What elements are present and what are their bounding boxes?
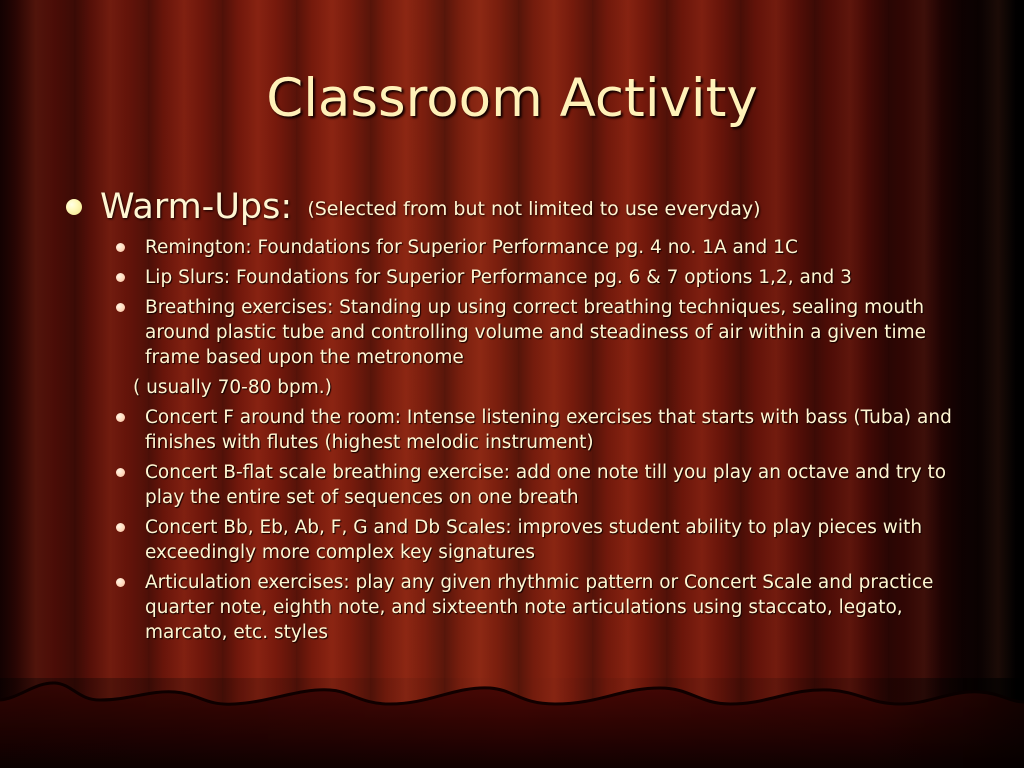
- bullet-warm-ups: [64, 185, 964, 229]
- list-item-text: Breathing exercises: Standing up using correct breathing techniques, sealing mouth around plastic tube and controlling volume and steadiness of air within a given time frame based upon the metronome: [145, 297, 927, 368]
- list-item-text: Concert B-flat scale breathing exercise: add one note till you play an octave and try to play the entire set of sequences on one breath: [145, 462, 947, 508]
- bullet-dot-icon: [116, 523, 125, 532]
- bullet-dot-icon: [116, 578, 125, 587]
- slide-body: [64, 185, 964, 650]
- curtain-valance: [0, 678, 1024, 768]
- list-item: [64, 515, 965, 565]
- bullet-dot-icon: [116, 413, 125, 422]
- list-item: [64, 405, 965, 455]
- list-item: [64, 570, 965, 645]
- list-item-text: Lip Slurs: Foundations for Superior Performance pg. 6 & 7 options 1,2, and 3: [145, 267, 852, 288]
- bullet-dot-icon: [66, 199, 82, 215]
- warm-ups-label: Warm-Ups:: [100, 187, 293, 227]
- list-item-text: Articulation exercises: play any given rhythmic pattern or Concert Scale and practice quarter note, eighth note, and sixteenth note articulations using staccato, legato, marcato, etc. styles: [145, 572, 934, 643]
- list-item: [64, 265, 965, 290]
- bullet-dot-icon: [116, 273, 125, 282]
- list-item: [64, 235, 965, 260]
- bullet-dot-icon: [116, 303, 125, 312]
- list-item: [64, 295, 965, 370]
- bullet-dot-icon: [116, 468, 125, 477]
- continuation-text: ( usually 70-80 bpm.): [133, 377, 332, 398]
- list-item-text: Concert F around the room: Intense listening exercises that starts with bass (Tuba) and finishes with flutes (highest melodic instrument): [145, 407, 952, 453]
- slide-title: Classroom Activity: [266, 68, 758, 129]
- list-item-text: Concert Bb, Eb, Ab, F, G and Db Scales: improves student ability to play pieces with exceedingly more complex key signatures: [145, 517, 923, 563]
- warm-ups-note: (Selected from but not limited to use everyday): [307, 198, 761, 220]
- list-item: [64, 460, 965, 510]
- list-item-text: Remington: Foundations for Superior Performance pg. 4 no. 1A and 1C: [145, 237, 798, 258]
- bullet-dot-icon: [116, 243, 125, 252]
